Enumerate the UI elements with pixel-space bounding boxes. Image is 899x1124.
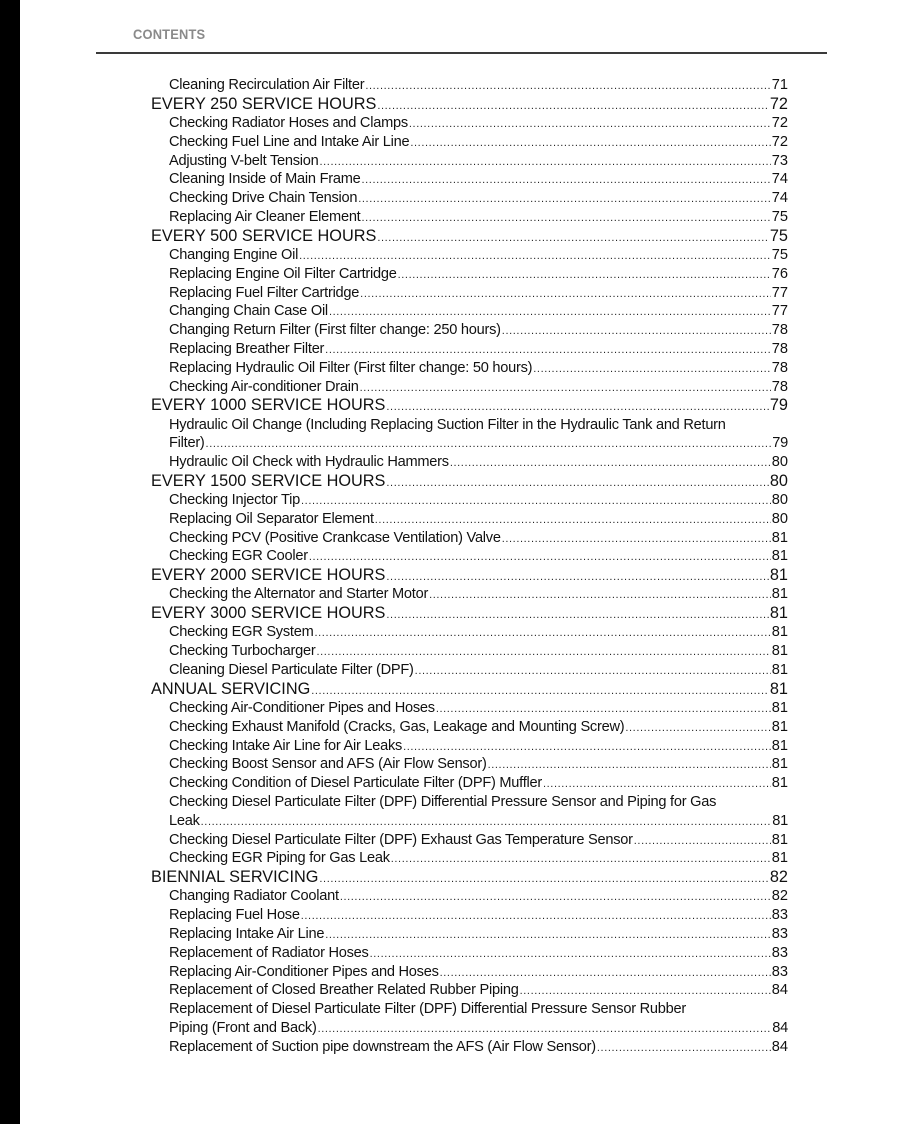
toc-page-number: 84 <box>772 1019 788 1036</box>
toc-leader-dots <box>409 115 771 134</box>
toc-leader-dots <box>386 568 768 587</box>
toc-leader-dots <box>309 548 771 567</box>
toc-page-number: 81 <box>771 850 788 867</box>
toc-entry-label-line2: Piping (Front and Back) <box>169 1019 317 1036</box>
toc-leader-dots <box>386 474 768 493</box>
toc-entry[interactable] <box>151 340 788 359</box>
toc-page-number: 80 <box>771 510 788 527</box>
toc-heading-label: EVERY 2000 SERVICE HOURS <box>151 566 386 585</box>
toc-leader-dots <box>502 322 771 341</box>
toc-heading-label: ANNUAL SERVICING <box>151 679 311 698</box>
toc-entry-label: Replacement of Radiator Hoses <box>169 944 369 961</box>
toc-page-number: 74 <box>771 171 788 188</box>
toc-heading-label: BIENNIAL SERVICING <box>151 868 319 887</box>
toc-entry-label: Checking EGR Piping for Gas Leak <box>169 850 390 867</box>
left-black-border <box>0 0 20 1124</box>
toc-leader-dots <box>450 454 771 473</box>
toc-page-number: 73 <box>771 152 788 169</box>
toc-page-number: 81 <box>771 737 788 754</box>
toc-leader-dots <box>360 379 771 398</box>
toc-entry-label: Changing Radiator Coolant <box>169 888 339 905</box>
toc-heading-label: EVERY 1000 SERVICE HOURS <box>151 396 386 415</box>
toc-leader-dots <box>362 209 771 228</box>
toc-entry[interactable] <box>151 152 788 171</box>
toc-entry-label: Checking Condition of Diesel Particulate Filter (DPF) Muffler <box>169 775 542 792</box>
toc-leader-dots <box>410 134 770 153</box>
toc-page-number: 81 <box>771 831 788 848</box>
toc-entry-label: Adjusting V-belt Tension <box>169 152 319 169</box>
toc-leader-dots <box>325 341 771 360</box>
toc-page-number: 71 <box>771 77 788 93</box>
toc-leader-dots <box>429 586 771 605</box>
toc-entry[interactable] <box>151 246 788 265</box>
toc-entry-label: Cleaning Inside of Main Frame <box>169 171 361 188</box>
toc-leader-dots <box>340 888 771 907</box>
toc-page-number: 78 <box>771 359 788 376</box>
toc-leader-dots <box>365 77 770 96</box>
toc-entry[interactable] <box>151 981 788 1000</box>
toc-leader-dots <box>436 700 771 719</box>
toc-leader-dots <box>403 738 771 757</box>
toc-section-heading[interactable] <box>151 566 788 585</box>
toc-entry-label: Replacement of Closed Breather Related Rubber Piping <box>169 982 519 999</box>
toc-leader-dots <box>440 964 771 983</box>
toc-leader-dots <box>314 624 770 643</box>
toc-entry-label: Replacing Fuel Hose <box>169 907 300 924</box>
toc-heading-label: EVERY 250 SERVICE HOURS <box>151 94 377 113</box>
toc-entry[interactable] <box>151 133 788 152</box>
toc-leader-dots <box>634 832 771 851</box>
toc-page-number: 81 <box>771 756 788 773</box>
toc-leader-dots <box>502 530 771 549</box>
toc-entry-label: Replacing Intake Air Line <box>169 925 325 942</box>
toc-page-number: 72 <box>771 114 788 131</box>
toc-leader-dots <box>597 1039 771 1058</box>
toc-entry[interactable] <box>151 585 788 604</box>
toc-leader-dots <box>358 190 771 209</box>
toc-page-number: 80 <box>769 471 788 490</box>
toc-entry-label: Replacing Oil Separator Element <box>169 510 374 527</box>
toc-entry-label: Changing Chain Case Oil <box>169 303 328 320</box>
toc-page-number: 77 <box>771 284 788 301</box>
toc-leader-dots <box>316 643 770 662</box>
toc-section-heading[interactable] <box>151 472 788 491</box>
toc-page-number: 81 <box>771 643 788 660</box>
toc-entry[interactable] <box>151 925 788 944</box>
toc-section-heading[interactable] <box>151 604 788 623</box>
toc-leader-dots <box>386 606 768 625</box>
toc-page-number: 81 <box>771 662 788 679</box>
toc-page-number: 81 <box>771 775 788 792</box>
toc-entry[interactable] <box>151 887 788 906</box>
toc-page-number: 72 <box>769 94 788 113</box>
toc-leader-dots <box>520 982 771 1001</box>
toc-page-number: 72 <box>771 133 788 150</box>
toc-entry-label: Checking Turbocharger <box>169 643 316 660</box>
toc-entry-label: Checking Boost Sensor and AFS (Air Flow Sensor) <box>169 756 487 773</box>
toc-entry-label: Cleaning Diesel Particulate Filter (DPF) <box>169 662 414 679</box>
toc-page-number: 81 <box>769 566 788 585</box>
toc-page-number: 74 <box>771 190 788 207</box>
toc-page-number: 82 <box>769 868 788 887</box>
toc-entry[interactable] <box>151 774 788 793</box>
toc-page-number: 77 <box>771 303 788 320</box>
toc-entry-wrapped[interactable] <box>151 416 788 454</box>
toc-page-number: 81 <box>771 529 788 546</box>
toc-entry[interactable] <box>151 284 788 303</box>
toc-entry[interactable] <box>151 510 788 529</box>
toc-section-heading[interactable] <box>151 396 788 415</box>
toc-entry-label: Checking Air-Conditioner Pipes and Hoses <box>169 700 435 717</box>
toc-page-number: 83 <box>771 907 788 924</box>
toc-leader-dots <box>375 511 771 530</box>
toc-entry[interactable] <box>151 547 788 566</box>
toc-page-number: 78 <box>771 322 788 339</box>
toc-page-number: 81 <box>771 624 788 641</box>
toc-entry[interactable] <box>151 170 788 189</box>
toc-leader-dots <box>415 662 771 681</box>
toc-entry-label: Checking Air-conditioner Drain <box>169 378 359 395</box>
toc-entry-label: Checking the Alternator and Starter Motor <box>169 586 429 603</box>
toc-page-number: 81 <box>769 604 788 623</box>
toc-entry[interactable] <box>151 491 788 510</box>
toc-page-number: 83 <box>771 925 788 942</box>
toc-page-number: 78 <box>771 378 788 395</box>
toc-entry-label: Cleaning Recirculation Air Filter <box>169 77 365 93</box>
toc-entry-label: Changing Return Filter (First filter change: 250 hours) <box>169 322 501 339</box>
toc-section-heading[interactable] <box>151 227 788 246</box>
toc-entry[interactable] <box>151 321 788 340</box>
toc-entry-label: Checking Fuel Line and Intake Air Line <box>169 133 410 150</box>
toc-leader-dots <box>398 266 771 285</box>
toc-page-number: 83 <box>771 963 788 980</box>
toc-leader-dots <box>377 97 769 116</box>
toc-heading-label: EVERY 3000 SERVICE HOURS <box>151 604 386 623</box>
toc-entry-label: Replacing Engine Oil Filter Cartridge <box>169 265 397 282</box>
toc-entry[interactable] <box>151 963 788 982</box>
toc-page-number: 80 <box>771 492 788 509</box>
toc-page-number: 75 <box>771 246 788 263</box>
toc-leader-dots <box>360 285 771 304</box>
toc-entry-label: Checking Intake Air Line for Air Leaks <box>169 737 403 754</box>
toc-entry[interactable] <box>151 359 788 378</box>
toc-page-number: 78 <box>771 340 788 357</box>
toc-entry-label: Checking EGR Cooler <box>169 548 308 565</box>
toc-page-number: 81 <box>771 700 788 717</box>
toc-entry[interactable] <box>151 944 788 963</box>
toc-heading-label: EVERY 500 SERVICE HOURS <box>151 226 377 245</box>
toc-page-number: 81 <box>769 679 788 698</box>
toc-entry[interactable] <box>151 642 788 661</box>
toc-entry[interactable] <box>151 265 788 284</box>
toc-entry[interactable] <box>151 1038 788 1057</box>
toc-entry[interactable] <box>151 737 788 756</box>
toc-page-number: 75 <box>769 226 788 245</box>
toc-entry[interactable] <box>151 208 788 227</box>
toc-entry[interactable] <box>151 114 788 133</box>
toc-entry-label: Replacing Air-Conditioner Pipes and Hoses <box>169 963 439 980</box>
toc-leader-dots <box>377 229 769 248</box>
toc-leader-dots <box>488 756 771 775</box>
toc-entry[interactable] <box>151 906 788 925</box>
toc-entry-label: Changing Engine Oil <box>169 246 299 263</box>
toc-entry-label-line2: Leak <box>169 812 200 829</box>
toc-leader-dots <box>329 303 771 322</box>
toc-entry-label: Checking EGR System <box>169 624 314 641</box>
toc-section-heading[interactable] <box>151 680 788 699</box>
toc-leader-dots <box>543 775 771 794</box>
toc-entry[interactable] <box>151 661 788 680</box>
toc-section-heading[interactable] <box>151 95 788 114</box>
toc-page-number: 84 <box>771 982 788 999</box>
toc-entry-label: Replacement of Suction pipe downstream the AFS (Air Flow Sensor) <box>169 1038 596 1055</box>
table-of-contents <box>151 76 788 1057</box>
toc-entry[interactable] <box>151 529 788 548</box>
toc-page-number: 79 <box>769 396 788 415</box>
toc-entry[interactable] <box>151 831 788 850</box>
toc-page-number: 82 <box>771 888 788 905</box>
toc-entry[interactable] <box>151 302 788 321</box>
toc-leader-dots <box>533 360 771 379</box>
toc-entry[interactable] <box>151 718 788 737</box>
toc-entry-label-line1: Replacement of Diesel Particulate Filter (DPF) Differential Pressure Sensor Rubber <box>169 1001 686 1018</box>
toc-page-number: 83 <box>771 944 788 961</box>
toc-entry-wrapped[interactable] <box>151 793 788 831</box>
toc-page-number: 81 <box>771 586 788 603</box>
toc-entry-label: Replacing Fuel Filter Cartridge <box>169 284 360 301</box>
toc-entry-label: Replacing Air Cleaner Element <box>169 208 361 225</box>
toc-entry[interactable] <box>151 378 788 397</box>
toc-entry[interactable] <box>151 849 788 868</box>
toc-entry-label: Replacing Hydraulic Oil Filter (First filter change: 50 hours) <box>169 359 533 376</box>
toc-leader-dots <box>325 926 771 945</box>
toc-entry-label: Checking Radiator Hoses and Clamps <box>169 114 408 131</box>
toc-entry-label: Checking Diesel Particulate Filter (DPF) Exhaust Gas Temperature Sensor <box>169 831 633 848</box>
toc-entry[interactable] <box>151 623 788 642</box>
toc-entry-wrapped[interactable] <box>151 1000 788 1038</box>
header-divider <box>96 52 827 54</box>
toc-entry-label-line2: Filter) <box>169 435 205 452</box>
toc-leader-dots <box>318 1020 772 1039</box>
toc-heading-label: EVERY 1500 SERVICE HOURS <box>151 471 386 490</box>
toc-page-number: 81 <box>771 718 788 735</box>
toc-entry-label-line1: Hydraulic Oil Change (Including Replacing Suction Filter in the Hydraulic Tank and Return <box>169 416 726 433</box>
toc-leader-dots <box>320 153 771 172</box>
page-header-title: CONTENTS <box>133 26 206 42</box>
toc-page-number: 81 <box>771 548 788 565</box>
toc-leader-dots <box>319 870 768 889</box>
toc-entry[interactable] <box>151 755 788 774</box>
toc-leader-dots <box>391 850 771 869</box>
toc-leader-dots <box>206 435 772 454</box>
toc-leader-dots <box>301 907 771 926</box>
toc-page-number: 75 <box>771 208 788 225</box>
toc-page-number: 76 <box>771 265 788 282</box>
toc-entry-label: Checking Injector Tip <box>169 492 301 509</box>
toc-entry-label-line1: Checking Diesel Particulate Filter (DPF) Differential Pressure Sensor and Piping for Gas <box>169 794 717 811</box>
toc-entry-label: Checking PCV (Positive Crankcase Ventilation) Valve <box>169 529 501 546</box>
toc-page-number: 79 <box>772 435 788 452</box>
toc-entry-label: Checking Exhaust Manifold (Cracks, Gas, Leakage and Mounting Screw) <box>169 718 625 735</box>
toc-page-number: 80 <box>771 454 788 471</box>
toc-leader-dots <box>625 719 770 738</box>
toc-entry-label: Replacing Breather Filter <box>169 340 325 357</box>
toc-entry[interactable] <box>151 453 788 472</box>
toc-leader-dots <box>386 398 768 417</box>
toc-page-number: 81 <box>772 812 788 829</box>
toc-entry-label: Hydraulic Oil Check with Hydraulic Hammers <box>169 454 449 471</box>
toc-entry[interactable] <box>151 699 788 718</box>
toc-leader-dots <box>361 171 770 190</box>
toc-page-number: 84 <box>771 1038 788 1055</box>
toc-leader-dots <box>201 813 772 832</box>
toc-leader-dots <box>301 492 771 511</box>
toc-leader-dots <box>299 247 771 266</box>
toc-entry-label: Checking Drive Chain Tension <box>169 190 358 207</box>
toc-entry[interactable] <box>151 189 788 208</box>
toc-section-heading[interactable] <box>151 868 788 887</box>
toc-leader-dots <box>370 945 771 964</box>
toc-entry[interactable] <box>151 76 788 95</box>
